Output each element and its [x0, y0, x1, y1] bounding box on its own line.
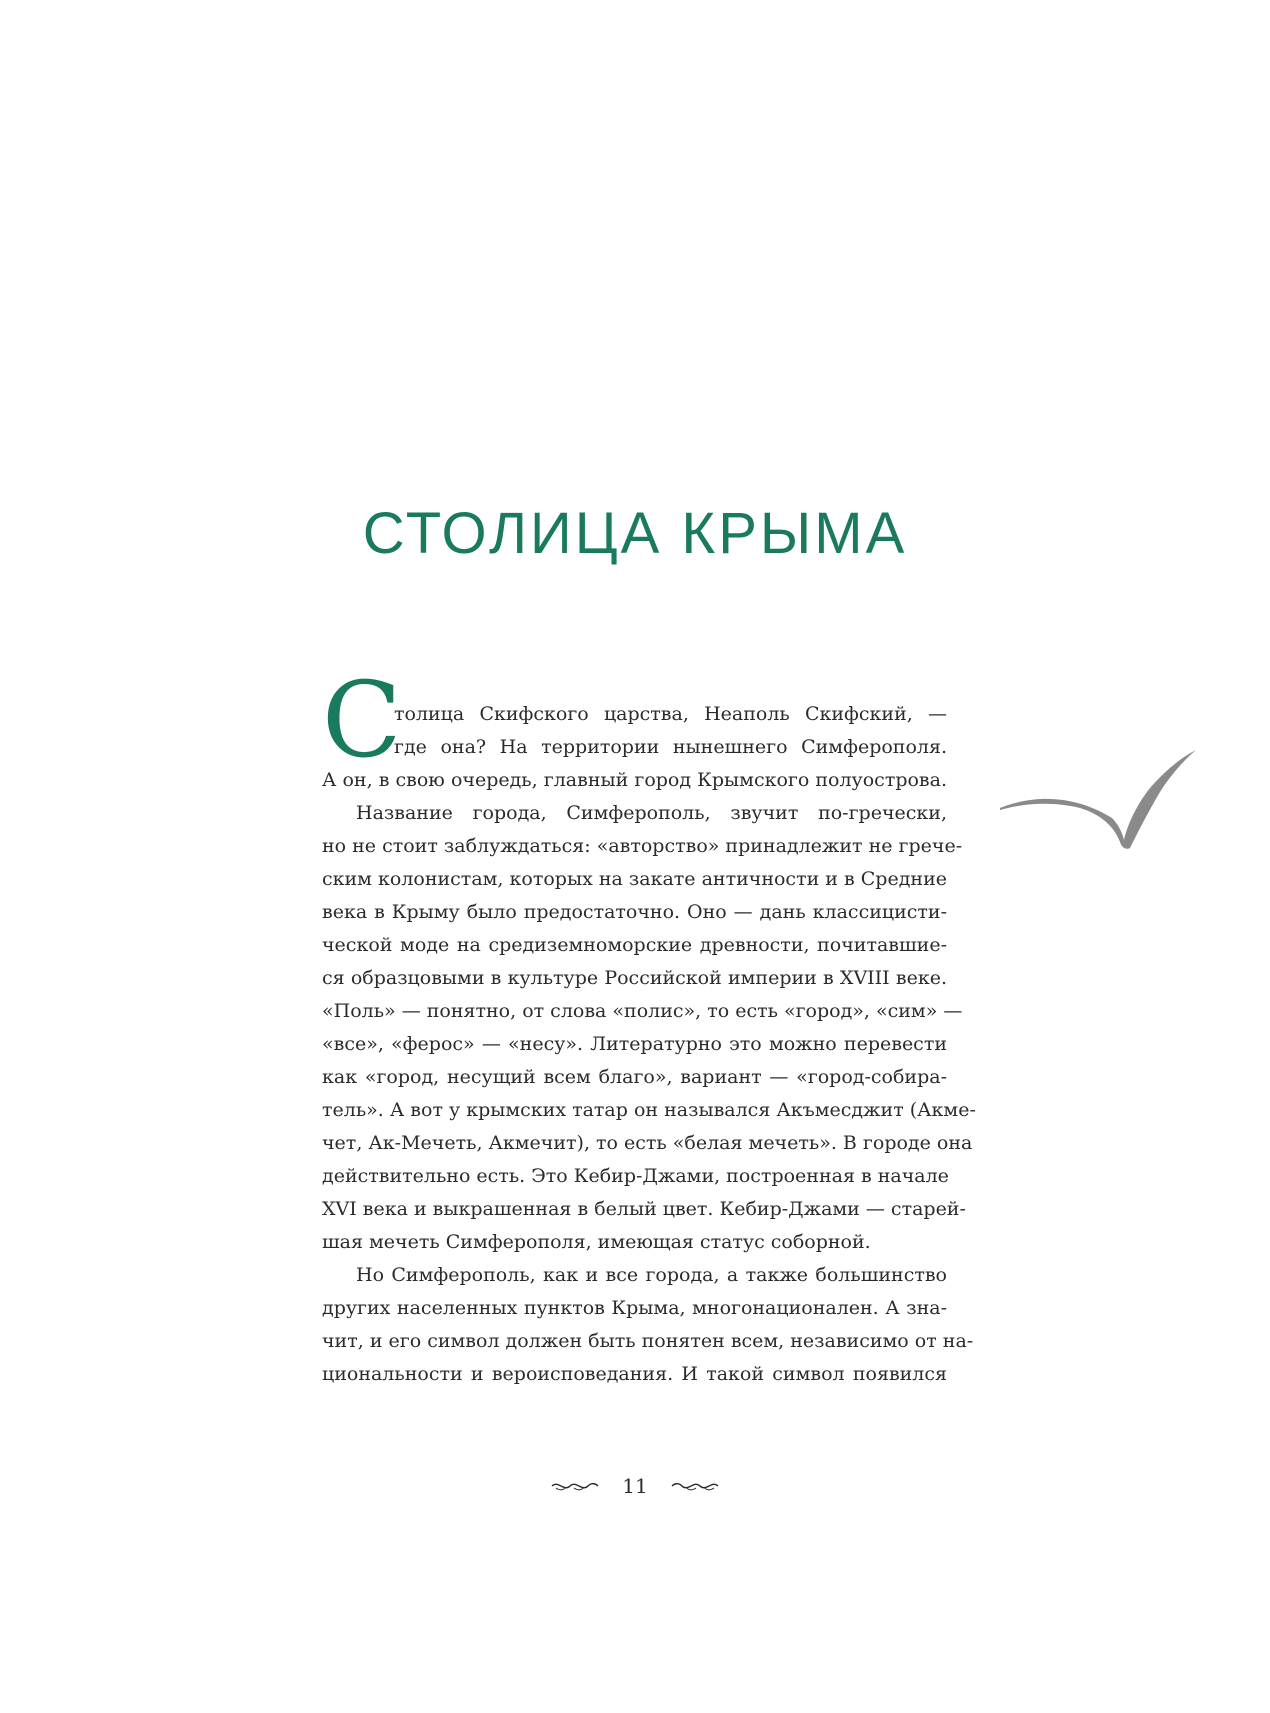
text-line: «Поль» — понятно, от слова «полис», то есть «город», «сим» — — [322, 1000, 963, 1022]
chapter-title: СТОЛИЦА КРЫМА — [362, 501, 908, 566]
text-line: других населенных пунктов Крыма, многонационален. А зна- — [322, 1297, 947, 1319]
page-number: 11 — [622, 1473, 648, 1498]
text-line: толица Скифского царства, Неаполь Скифский, — — [394, 703, 947, 725]
text-line: чит, и его символ должен быть понятен всем, независимо от на- — [322, 1330, 974, 1352]
body-text — [322, 698, 976, 1391]
paragraph-1 — [322, 698, 947, 797]
text-line: ся образцовыми в культуре Российской империи в XVIII веке. — [322, 967, 947, 989]
paragraph-2 — [322, 797, 976, 1259]
left-flourish-icon — [550, 1478, 600, 1494]
swoosh-ornament-icon — [1000, 740, 1200, 850]
text-line: где она? На территории нынешнего Симферополя. — [394, 736, 947, 758]
text-line: но не стоит заблуждаться: «авторство» принадлежит не грече- — [322, 835, 963, 857]
paragraph-3 — [322, 1259, 974, 1391]
text-line: тель». А вот у крымских татар он назывался Акъмесджит (Акме- — [322, 1099, 976, 1121]
text-line: действительно есть. Это Кебир-Джами, построенная в начале — [322, 1165, 949, 1187]
text-line: как «город, несущий всем благо», вариант — «город-собира- — [322, 1066, 947, 1088]
right-flourish-icon — [670, 1478, 720, 1494]
text-line: циональности и вероисповедания. И такой символ появился — [322, 1363, 947, 1385]
text-line: чет, Ак-Мечеть, Акмечит), то есть «белая мечеть». В городе она — [322, 1132, 973, 1154]
text-line: Но Симферополь, как и все города, а также большинство — [356, 1264, 947, 1286]
text-line: шая мечеть Симферополя, имеющая статус соборной. — [322, 1231, 871, 1253]
text-line: Название города, Симферополь, звучит по-гречески, — [356, 802, 947, 824]
text-line: века в Крыму было предостаточно. Оно — дань классицисти- — [322, 901, 947, 923]
text-line: ческой моде на средиземноморские древности, почитавшие- — [322, 934, 947, 956]
text-line: XVI века и выкрашенная в белый цвет. Кебир-Джами — старей- — [322, 1198, 966, 1220]
text-line: ским колонистам, которых на закате античности и в Средние — [322, 868, 947, 890]
page-footer — [0, 1472, 1270, 1498]
text-line: А он, в свою очередь, главный город Крымского полуострова. — [322, 769, 947, 791]
text-line: «все», «ферос» — «несу». Литературно это можно перевести — [322, 1033, 947, 1055]
drop-cap: С — [322, 659, 402, 781]
